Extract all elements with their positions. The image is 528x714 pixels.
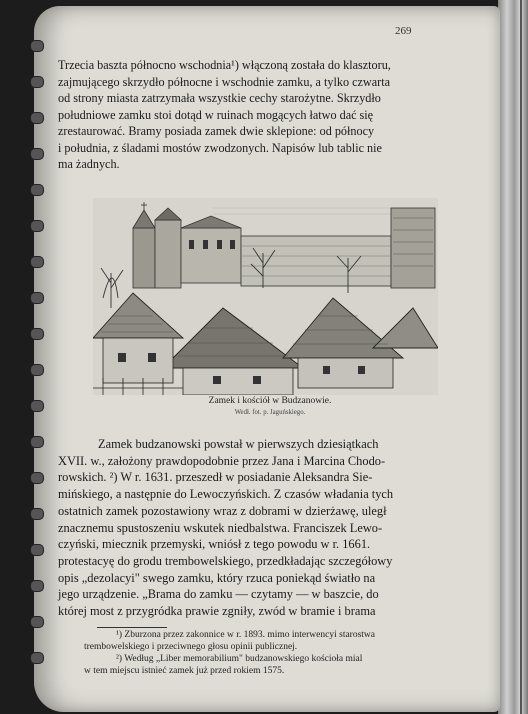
text-line: południowe zamku stoi dotąd w ruinach mogących łatwo dać się (58, 107, 374, 122)
text-line: mińskiego, a następnie do Lewoczyńskich. Z czasów władania tych (58, 487, 394, 502)
binding-ring (30, 436, 44, 448)
footnote-divider (97, 627, 167, 628)
text-line: i południa, z śladami mostów zwodzonych. Napisów lub tablic nie (58, 140, 382, 155)
text-line: rowskich. ²) W r. 1631. przeszedł w posiadanie Aleksandra Sie- (58, 470, 373, 485)
text-line: zajmującego skrzydło północne i wschodnie zamku, a tylko czwarta (58, 74, 390, 89)
binding-ring (30, 508, 44, 520)
footnote-line: ²) Według „Liber memorabilium" budzanowskiego kościoła mial (116, 654, 363, 664)
binding-ring (30, 220, 44, 232)
binding-ring (30, 292, 44, 304)
binding-ring (30, 328, 44, 340)
text-line: znacznemu spustoszeniu wskutek niedbalstwa. Franciszek Lewo- (58, 520, 383, 535)
castle-illustration (93, 198, 438, 395)
footnote-line: trembowelskiego i przeciwnego głosu opinii publicznej. (84, 641, 298, 652)
binding-ring (30, 364, 44, 376)
text-line: XVII. w., założony prawdopodobnie przez Jana i Marcina Chodo- (58, 453, 386, 468)
binding-ring (30, 40, 44, 52)
text-line: czyński, miecznik przemyski, wniósł z tego powodu w r. 1661. (58, 537, 371, 552)
text-line: od strony miasta zatrzymała wszystkie cechy starożytne. Skrzydło (58, 91, 381, 105)
binding-ring (30, 544, 44, 556)
figure-caption: Zamek i kościół w Budzanowie. (208, 396, 332, 406)
text-line: jego urządzenie. „Brama do zamku — czytamy — w baszcie, do (58, 587, 379, 602)
footnote-1 (84, 630, 484, 653)
text-line: Zamek budzanowski powstał w pierwszych dziesiątkach (98, 437, 379, 451)
binding-ring (30, 184, 44, 196)
binding-ring (30, 652, 44, 664)
footnote-2 (84, 654, 484, 677)
binding-ring (30, 76, 44, 88)
text-line: ma żadnych. (58, 157, 120, 171)
text-line: opis „dezolacyi" swego zamku, który rzuca poniekąd światło na (58, 570, 376, 585)
text-line: zrestaurować. Bramy posiada zamek dwie sklepione: od północy (58, 124, 375, 138)
binding-ring (30, 148, 44, 160)
text-line: Trzecia baszta północno wschodnia¹) włączoną została do klasztoru, (58, 58, 391, 72)
figure-credit: Wedł. fot. p. Jaguńskiego. (234, 409, 306, 416)
right-page-stack (498, 0, 528, 714)
text-line: której most z przygródka prawie zgniły, zwód w bramie i brama (58, 604, 376, 619)
text-line: protestacyę do grodu trembowelskiego, przedkładając szczegółowy (58, 553, 393, 568)
paragraph-top (58, 57, 468, 173)
binding-ring (30, 616, 44, 628)
binding-ring (30, 472, 44, 484)
footnote-line: ¹) Zburzona przez zakonnice w r. 1893. mimo interwencyi starostwa (116, 630, 375, 640)
binding-ring (30, 580, 44, 592)
binding-ring (30, 400, 44, 412)
page-number: 269 (395, 25, 412, 37)
text-line: ostatnich zamek pozostawiony wraz z dobrami w dzierżawę, uległ (58, 503, 387, 518)
binding-rings (30, 40, 44, 680)
paragraph-main (58, 436, 468, 620)
footnote-line: w tem miejscu istnieć zamek już przed rokiem 1575. (84, 665, 285, 676)
binding-ring (30, 256, 44, 268)
page-stack-line (520, 0, 522, 714)
binding-ring (30, 112, 44, 124)
